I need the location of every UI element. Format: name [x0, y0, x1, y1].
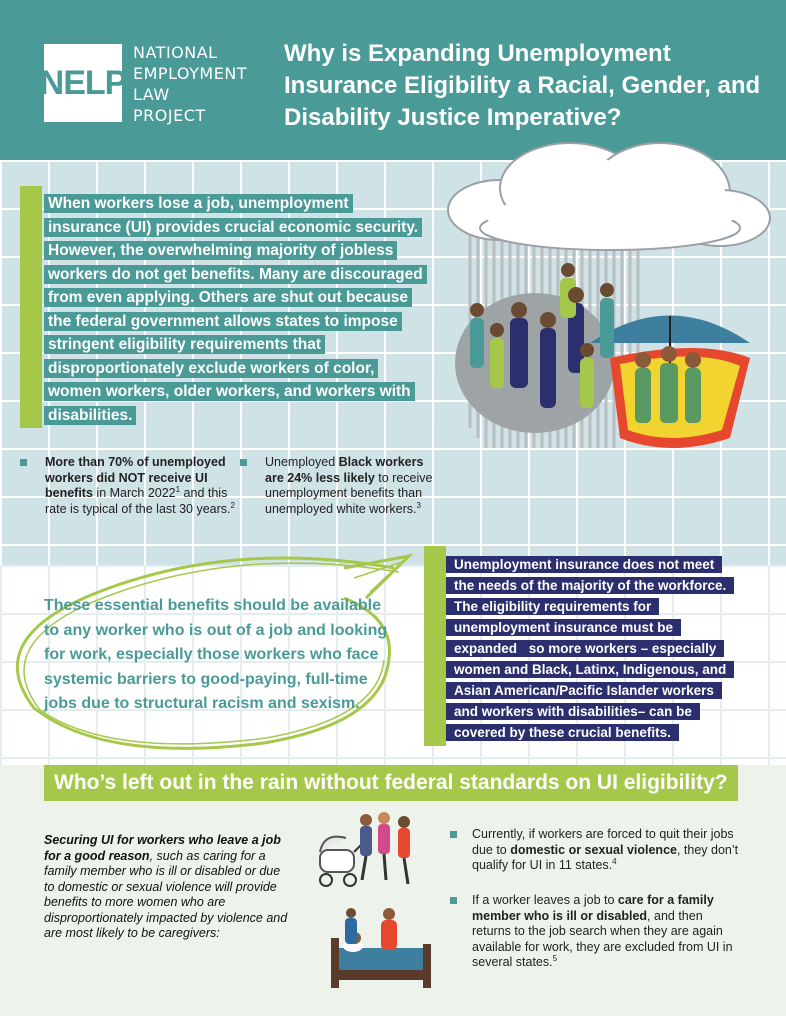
logo-line: EMPLOYMENT: [133, 64, 248, 83]
stat-black-workers: Unemployed Black workers are 24% less likely to receive unemployment benefits than unemployed white workers.$^3$: [240, 455, 440, 517]
bullet-square-icon: [450, 897, 457, 904]
stat-ui-benefits: More than 70% of unemployed workers did NOT receive UI benefits in March 2022$^1$ and this rate is typical of the last 30 years.$^2$: [20, 455, 235, 517]
nelp-logo: NELP: [44, 44, 122, 122]
bullet-square-icon: [450, 831, 457, 838]
bullet-square-icon: [240, 459, 247, 466]
logo-wordmark: [133, 42, 247, 126]
bullet-family-care: If a worker leaves a job to care for a family member who is ill or disabled, and then returns to the job search when they are again available for work, they are excluded from UI in several states.$^5$: [450, 893, 740, 971]
benefits-statement: These essential benefits should be available to any worker who is out of a job and looking for work, especially those workers who face systemic barriers to good-paying, full-time jobs due to structural racism and sexism.: [44, 597, 388, 712]
intro-accent-bar: [20, 186, 42, 428]
caregiver-illustration: [325, 908, 435, 998]
page-title: Why is Expanding Unemployment Insurance Eligibility a Racial, Gender, and Disability Justice Imperative?: [284, 40, 761, 131]
bullet-square-icon: [20, 459, 27, 466]
bullet-domestic-violence: Currently, if workers are forced to quit their jobs due to domestic or sexual violence, they don’t qualify for UI in 11 states.$^4$: [450, 827, 740, 874]
intro-paragraph: When workers lose a job, unemployment insurance (UI) provides crucial economic security. However, the overwhelming majority of jobless workers do not get benefits. Many are discouraged from even applying. Others are shut out because the federal government allows states to impose stringent eligibility requirements that disproportionately exclude workers of color, women workers, older workers, and workers with disabilities.: [44, 192, 424, 427]
eligibility-statement: Unemployment insurance does not meet the needs of the majority of the workforce. The eligibility requirements for unemployment insurance must be expanded so more workers – especially women and Black, Latinx, Indigenous, and Asian American/Pacific Islander workers and workers with disabilities– can be covered by these crucial benefits.: [446, 554, 732, 743]
logo-line: LAW: [133, 85, 170, 104]
rain-cloud-illustration: [440, 138, 786, 468]
stroller-walkers-illustration: [312, 808, 422, 898]
logo-line: NATIONAL: [133, 43, 218, 62]
good-reason-paragraph: Securing UI for workers who leave a job for a good reason, such as caring for a family member who is ill or disabled or due to domestic or sexual violence will provide benefits to more women who are disproportionately impacted by violence and are most likely to be caregivers:: [44, 833, 288, 940]
header: [0, 0, 786, 160]
section-heading: Who’s left out in the rain without federal standards on UI eligibility?: [44, 765, 738, 801]
logo-line: PROJECT: [133, 106, 206, 125]
right-accent-bar: [424, 546, 446, 746]
